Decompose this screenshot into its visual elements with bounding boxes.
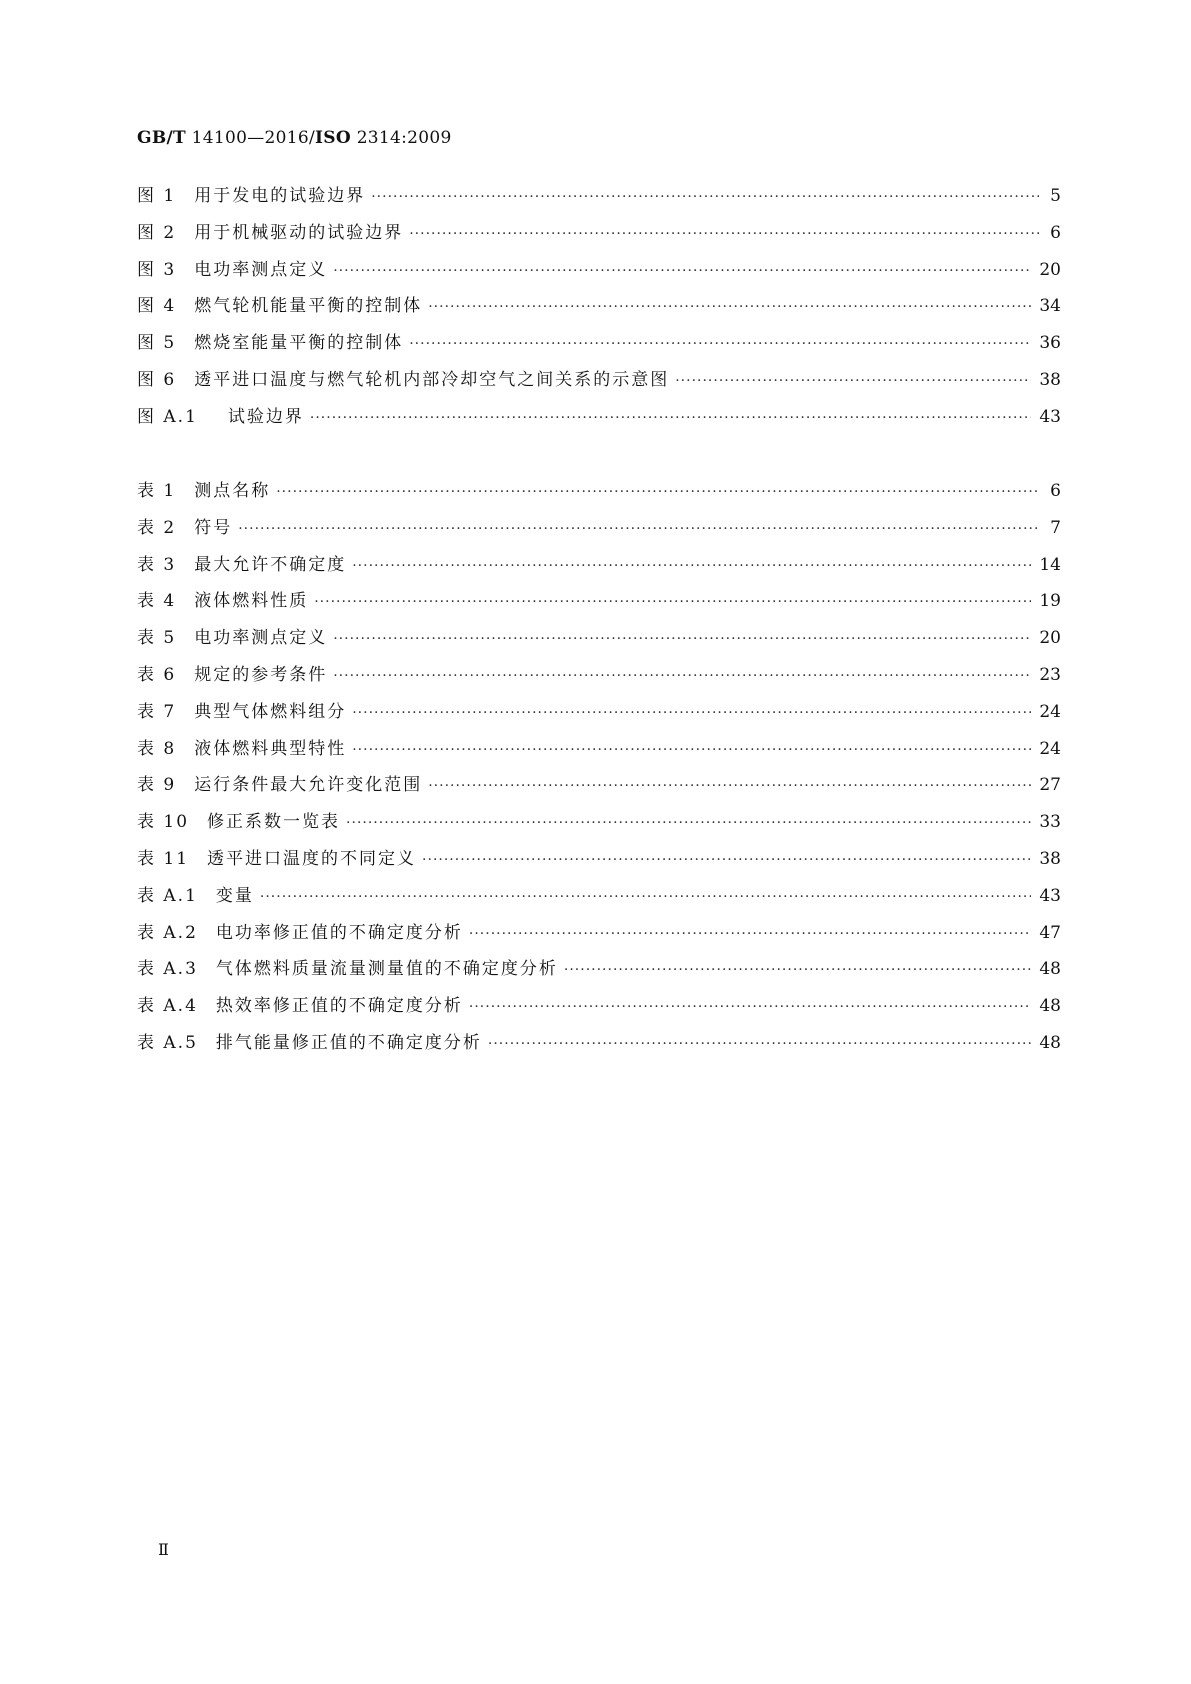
entry-page: 33 [1039,812,1061,833]
dot-leader [352,695,1031,732]
dot-leader [238,511,1039,548]
toc-entry[interactable] [137,510,1061,547]
toc-entry[interactable] [137,988,1061,1025]
figure-list [137,178,1061,436]
entry-page: 47 [1039,922,1061,943]
dot-leader [352,548,1031,585]
entry-number: 表 A.1 [137,885,198,906]
toc-entry[interactable] [137,473,1061,510]
entry-number: 表 8 [137,738,177,759]
entry-number: 表 A.5 [137,1032,198,1053]
entry-number: 表 5 [137,628,177,649]
dot-leader [409,326,1031,363]
dot-leader [428,768,1031,805]
entry-page: 24 [1039,701,1061,722]
dot-leader [564,952,1031,989]
dot-leader [260,879,1031,916]
entry-number: 表 A.2 [137,922,198,943]
dot-leader [333,621,1031,658]
toc-entry[interactable] [137,731,1061,768]
iso-number: 2314:2009 [350,128,452,148]
table-list [137,473,1061,1062]
dot-leader [276,474,1039,511]
toc-entry[interactable] [137,215,1061,252]
entry-number: 图 2 [137,222,177,243]
entry-page: 6 [1050,222,1061,243]
entry-page: 24 [1039,738,1061,759]
entry-number: 表 2 [137,517,177,538]
entry-title: 电功率测点定义 [194,259,328,280]
toc-entry[interactable] [137,362,1061,399]
entry-page: 6 [1050,481,1061,501]
toc-entry[interactable] [137,951,1061,988]
entry-number: 图 A.1 [137,406,198,427]
entry-title: 变量 [215,885,254,906]
entry-page: 43 [1039,885,1061,906]
iso-prefix: ISO [315,128,351,148]
entry-page: 48 [1039,959,1061,980]
entry-title: 透平进口温度的不同定义 [207,848,417,869]
entry-number: 图 4 [137,296,177,317]
entry-number: 图 1 [137,186,177,206]
dot-leader [333,658,1031,695]
entry-title: 电功率测点定义 [194,628,328,649]
dot-leader [428,289,1031,326]
entry-page: 20 [1039,259,1061,280]
entry-title: 典型气体燃料组分 [194,701,347,722]
entry-page: 23 [1039,664,1061,685]
toc-entry[interactable] [137,325,1061,362]
entry-title: 测点名称 [194,481,271,501]
dot-leader [371,179,1039,216]
toc-entry[interactable] [137,915,1061,952]
entry-page: 27 [1039,775,1061,796]
entry-number: 表 A.3 [137,959,198,980]
entry-page: 14 [1039,554,1061,575]
toc-entry[interactable] [137,620,1061,657]
toc-entry[interactable] [137,399,1061,436]
entry-page: 34 [1039,296,1061,317]
toc-entry[interactable] [137,178,1061,215]
dot-leader [409,216,1039,253]
entry-page: 48 [1039,996,1061,1017]
dot-leader [469,916,1031,953]
entry-title: 规定的参考条件 [194,664,328,685]
entry-page: 48 [1039,1032,1061,1053]
page-number: Ⅱ [158,1540,169,1559]
entry-title: 用于发电的试验边界 [194,186,366,206]
entry-title: 燃气轮机能量平衡的控制体 [194,296,423,317]
entry-number: 表 A.4 [137,996,198,1017]
entry-page: 19 [1039,591,1061,612]
entry-page: 43 [1039,406,1061,427]
entry-page: 5 [1050,186,1061,206]
entry-title: 运行条件最大允许变化范围 [194,775,423,796]
entry-title: 透平进口温度与燃气轮机内部冷却空气之间关系的示意图 [194,369,670,390]
toc-entry[interactable] [137,767,1061,804]
dot-leader [352,732,1031,769]
entry-title: 符号 [194,517,233,538]
standard-code-header [137,128,452,148]
entry-title: 排气能量修正值的不确定度分析 [215,1032,482,1053]
entry-number: 表 1 [137,481,177,501]
entry-number: 图 3 [137,259,177,280]
standard-prefix: GB/T [137,128,186,148]
entry-number: 表 9 [137,775,177,796]
entry-title: 热效率修正值的不确定度分析 [215,996,463,1017]
dot-leader [469,989,1031,1026]
entry-title: 修正系数一览表 [207,812,341,833]
entry-page: 38 [1039,369,1061,390]
entry-title: 燃烧室能量平衡的控制体 [194,333,404,354]
entry-page: 20 [1039,628,1061,649]
standard-number: 14100—2016/ [185,128,316,148]
dot-leader [422,842,1031,879]
entry-page: 38 [1039,848,1061,869]
dot-leader [346,805,1031,842]
entry-number: 表 3 [137,554,177,575]
entry-title: 电功率修正值的不确定度分析 [215,922,463,943]
toc-entry[interactable] [137,841,1061,878]
entry-number: 表 10 [137,812,190,833]
toc-entry[interactable] [137,583,1061,620]
toc-entry[interactable] [137,252,1061,289]
dot-leader [333,253,1031,290]
entry-number: 表 7 [137,701,177,722]
dot-leader [675,363,1031,400]
entry-number: 表 4 [137,591,177,612]
dot-leader [488,1026,1031,1063]
entry-number: 表 11 [137,848,190,869]
toc-entry[interactable] [137,1025,1061,1062]
entry-number: 图 6 [137,369,177,390]
entry-title: 液体燃料性质 [194,591,309,612]
entry-number: 图 5 [137,333,177,354]
entry-title: 最大允许不确定度 [194,554,347,575]
toc-entry[interactable] [137,694,1061,731]
entry-title: 液体燃料典型特性 [194,738,347,759]
entry-page: 36 [1039,333,1061,354]
dot-leader [310,400,1031,437]
entry-number: 表 6 [137,664,177,685]
entry-page: 7 [1050,517,1061,538]
toc-entry[interactable] [137,547,1061,584]
entry-title: 试验边界 [227,406,304,427]
toc-entry[interactable] [137,657,1061,694]
entry-title: 气体燃料质量流量测量值的不确定度分析 [215,959,558,980]
toc-entry[interactable] [137,878,1061,915]
entry-title: 用于机械驱动的试验边界 [194,222,404,243]
toc-entry[interactable] [137,288,1061,325]
dot-leader [314,584,1031,621]
toc-entry[interactable] [137,804,1061,841]
